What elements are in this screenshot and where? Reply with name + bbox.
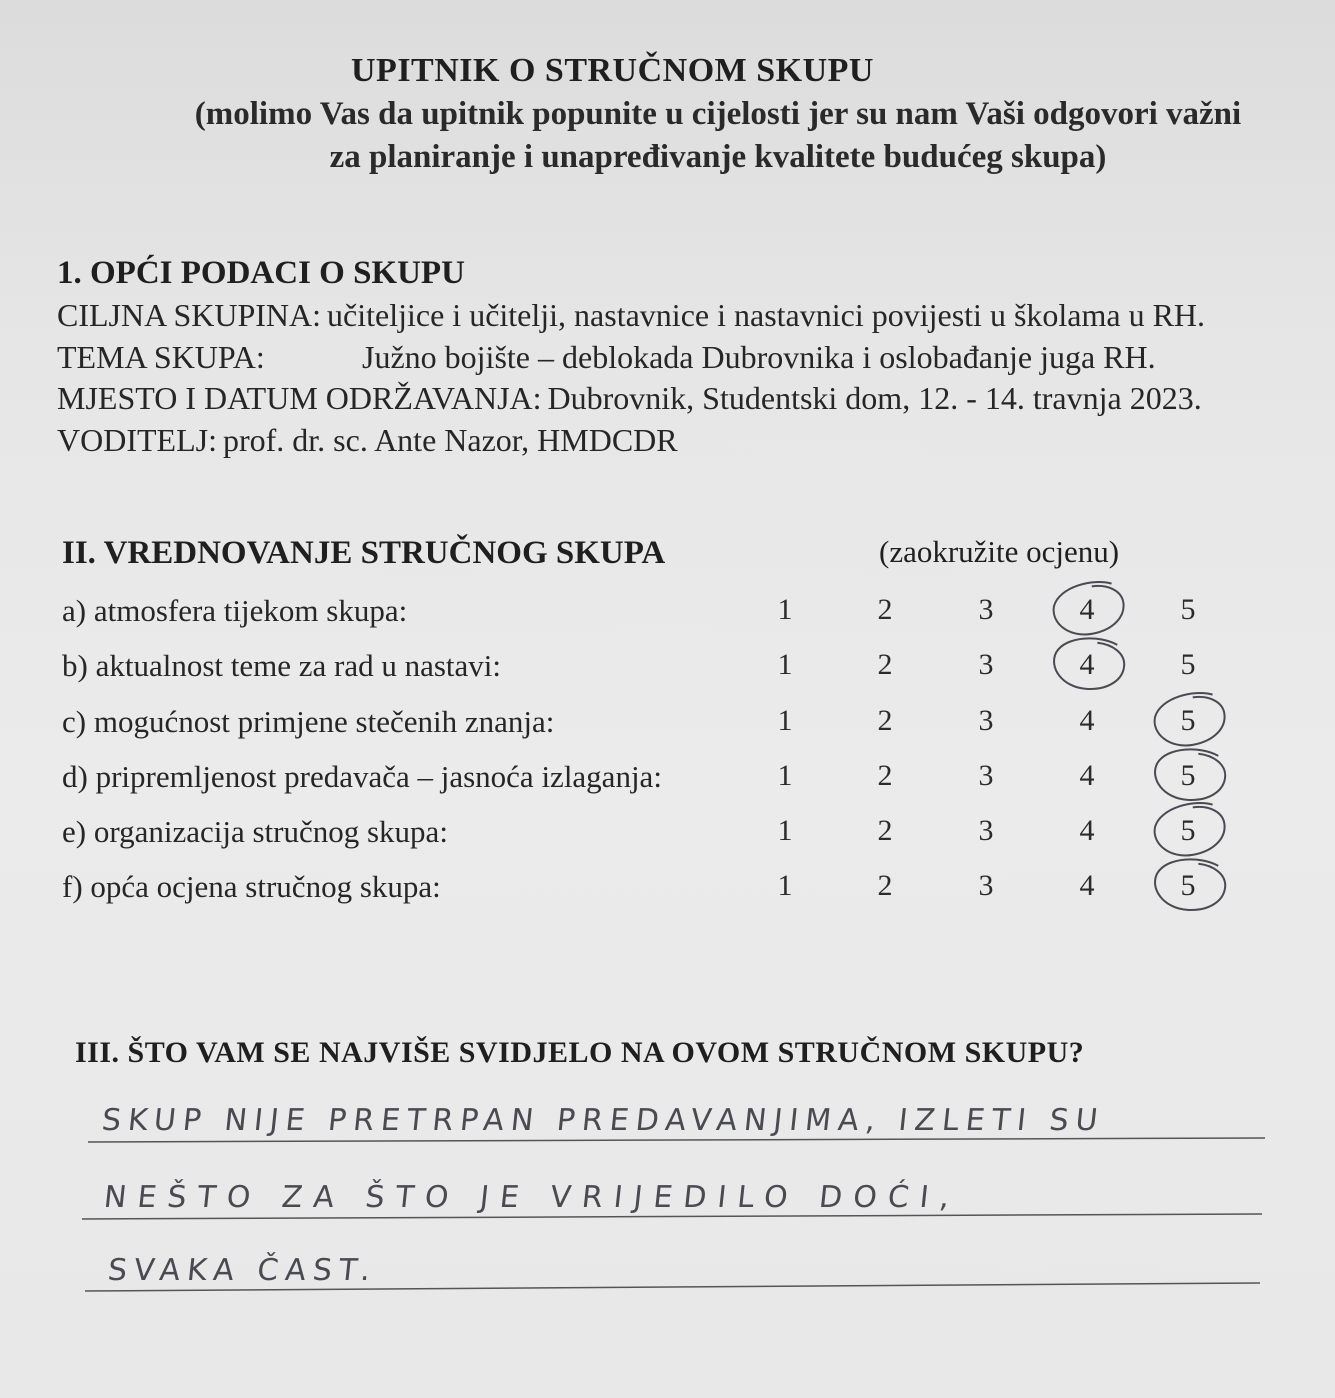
rating-option-value: 5	[1180, 759, 1196, 792]
topic-label: TEMA SKUPA:	[57, 339, 265, 375]
rating-option-value: 4	[1079, 593, 1095, 626]
rating-option-value: 1	[777, 814, 793, 847]
rating-item-label: e) organizacija stručnog skupa:	[62, 814, 448, 849]
topic-value: Južno bojište – deblokada Dubrovnika i oslobađanje juga RH.	[362, 339, 1156, 375]
leader-label: VODITELJ:	[57, 422, 217, 458]
rating-option-value: 3	[978, 704, 994, 737]
answer-text-line-3: SVAKA ČAST.	[106, 1253, 380, 1288]
place-date-value: Dubrovnik, Studentski dom, 12. - 14. travnja 2023.	[547, 380, 1202, 416]
rating-option-value: 4	[1079, 704, 1095, 737]
rating-option-value: 2	[877, 593, 893, 626]
rating-option-value: 5	[1180, 869, 1196, 902]
rating-option-value: 1	[777, 869, 793, 902]
rating-option-value: 4	[1079, 648, 1095, 681]
rating-option-value: 4	[1079, 814, 1095, 847]
rating-option-value: 2	[877, 759, 893, 792]
place-date-label: MJESTO I DATUM ODRŽAVANJA:	[57, 380, 542, 416]
rating-item-label: c) mogućnost primjene stečenih znanja:	[62, 704, 555, 739]
section-1-heading: 1. OPĆI PODACI O SKUPU	[57, 255, 465, 291]
rating-item-label: d) pripremljenost predavača – jasnoća izlaganja:	[62, 759, 662, 794]
rating-item-label: a) atmosfera tijekom skupa:	[62, 593, 408, 628]
leader-value: prof. dr. sc. Ante Nazor, HMDCDR	[222, 422, 678, 458]
rating-option-value: 5	[1180, 814, 1196, 847]
rating-option-value: 2	[877, 869, 893, 902]
rating-option-value: 3	[978, 869, 994, 902]
rating-option-value: 4	[1079, 869, 1095, 902]
rating-option-value: 2	[877, 814, 893, 847]
target-group-label: CILJNA SKUPINA:	[57, 297, 322, 333]
rating-option-value: 4	[1079, 759, 1095, 792]
answer-text-line-1: SKUP NIJE PRETRPAN PREDAVANJIMA, IZLETI SU	[100, 1103, 1107, 1138]
subtitle-line-2: za planiranje i unapređivanje kvalitete budućeg skupa)	[329, 139, 1107, 175]
rating-item-label: f) opća ocjena stručnog skupa:	[62, 869, 441, 904]
rating-option-value: 5	[1180, 593, 1196, 626]
section-3-heading: III. ŠTO VAM SE NAJVIŠE SVIDJELO NA OVOM STRUČNOM SKUPU?	[75, 1036, 1085, 1069]
rating-option-value: 1	[777, 704, 793, 737]
answer-text-line-2: NEŠTO ZA ŠTO JE VRIJEDILO DOĆI,	[102, 1180, 963, 1215]
rating-option-value: 2	[877, 704, 893, 737]
rating-option-value: 3	[978, 759, 994, 792]
rating-option-value: 5	[1180, 704, 1196, 737]
rating-option-value: 3	[978, 593, 994, 626]
rating-option-value: 3	[978, 648, 994, 681]
rating-option-value: 1	[777, 759, 793, 792]
subtitle-line-1: (molimo Vas da upitnik popunite u cijelosti jer su nam Vaši odgovori važni	[194, 96, 1242, 132]
rating-hint: (zaokružite ocjenu)	[879, 534, 1120, 569]
rating-option-value: 3	[978, 814, 994, 847]
rating-item-label: b) aktualnost teme za rad u nastavi:	[62, 648, 502, 683]
target-group-value: učiteljice i učitelji, nastavnice i nastavnici povijesti u školama u RH.	[327, 297, 1206, 333]
rating-option-value: 5	[1180, 648, 1196, 681]
section-2-heading: II. VREDNOVANJE STRUČNOG SKUPA	[62, 535, 666, 571]
document-title: UPITNIK O STRUČNOM SKUPU	[351, 52, 874, 89]
rating-option-value: 1	[777, 593, 793, 626]
rating-option-value: 2	[877, 648, 893, 681]
rating-option-value: 1	[777, 648, 793, 681]
